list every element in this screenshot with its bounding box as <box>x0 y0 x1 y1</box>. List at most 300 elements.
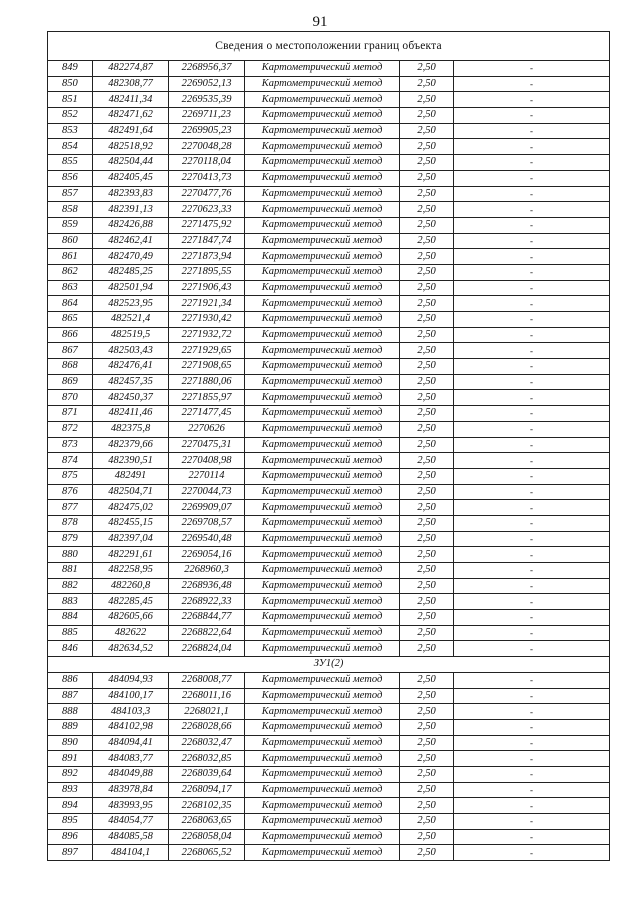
accuracy: 2,50 <box>400 312 454 328</box>
description: - <box>454 92 610 108</box>
coordinate-x: 482375,8 <box>93 421 169 437</box>
table-row <box>48 296 610 312</box>
table-row <box>48 453 610 469</box>
coordinate-y: 2270477,76 <box>169 186 245 202</box>
coordinate-x: 484103,3 <box>93 704 169 720</box>
table-row <box>48 766 610 782</box>
accuracy: 2,50 <box>400 484 454 500</box>
coordinate-x: 484094,93 <box>93 672 169 688</box>
table-row <box>48 406 610 422</box>
method: Картометрический метод <box>245 249 400 265</box>
accuracy: 2,50 <box>400 421 454 437</box>
boundary-coordinates-table <box>47 31 610 861</box>
table-row <box>48 735 610 751</box>
point-number: 878 <box>48 515 93 531</box>
description: - <box>454 766 610 782</box>
method: Картометрический метод <box>245 123 400 139</box>
method: Картометрический метод <box>245 76 400 92</box>
accuracy: 2,50 <box>400 798 454 814</box>
accuracy: 2,50 <box>400 688 454 704</box>
method: Картометрический метод <box>245 484 400 500</box>
coordinate-y: 2270044,73 <box>169 484 245 500</box>
method: Картометрический метод <box>245 704 400 720</box>
point-number: 894 <box>48 798 93 814</box>
coordinate-x: 482391,13 <box>93 202 169 218</box>
accuracy: 2,50 <box>400 563 454 579</box>
coordinate-x: 482390,51 <box>93 453 169 469</box>
table-row <box>48 327 610 343</box>
coordinate-y: 2271906,43 <box>169 280 245 296</box>
accuracy: 2,50 <box>400 578 454 594</box>
coordinate-y: 2268032,47 <box>169 735 245 751</box>
coordinate-x: 482450,37 <box>93 390 169 406</box>
coordinate-y: 2271908,65 <box>169 359 245 375</box>
table-row <box>48 92 610 108</box>
accuracy: 2,50 <box>400 233 454 249</box>
method: Картометрический метод <box>245 406 400 422</box>
coordinate-y: 2271873,94 <box>169 249 245 265</box>
table-row <box>48 343 610 359</box>
accuracy: 2,50 <box>400 500 454 516</box>
table-row <box>48 233 610 249</box>
method: Картометрический метод <box>245 61 400 77</box>
description: - <box>454 233 610 249</box>
point-number: 853 <box>48 123 93 139</box>
coordinate-y: 2271921,34 <box>169 296 245 312</box>
coordinate-x: 482504,44 <box>93 155 169 171</box>
coordinate-y: 2269711,23 <box>169 108 245 124</box>
method: Картометрический метод <box>245 672 400 688</box>
point-number: 864 <box>48 296 93 312</box>
accuracy: 2,50 <box>400 327 454 343</box>
coordinate-x: 484083,77 <box>93 751 169 767</box>
method: Картометрический метод <box>245 359 400 375</box>
description: - <box>454 421 610 437</box>
table-row <box>48 468 610 484</box>
method: Картометрический метод <box>245 719 400 735</box>
section-label: ЗУ1(2) <box>48 657 610 673</box>
table-row <box>48 814 610 830</box>
accuracy: 2,50 <box>400 186 454 202</box>
table-row <box>48 312 610 328</box>
accuracy: 2,50 <box>400 406 454 422</box>
coordinate-y: 2271930,42 <box>169 312 245 328</box>
point-number: 889 <box>48 719 93 735</box>
coordinate-y: 2270114 <box>169 468 245 484</box>
accuracy: 2,50 <box>400 719 454 735</box>
point-number: 876 <box>48 484 93 500</box>
point-number: 893 <box>48 782 93 798</box>
description: - <box>454 374 610 390</box>
description: - <box>454 264 610 280</box>
method: Картометрический метод <box>245 374 400 390</box>
coordinate-x: 482471,62 <box>93 108 169 124</box>
coordinate-x: 482503,43 <box>93 343 169 359</box>
method: Картометрический метод <box>245 515 400 531</box>
table-row <box>48 139 610 155</box>
table-row <box>48 782 610 798</box>
coordinate-x: 482258,95 <box>93 563 169 579</box>
accuracy: 2,50 <box>400 437 454 453</box>
coordinate-y: 2268922,33 <box>169 594 245 610</box>
coordinate-x: 482622 <box>93 625 169 641</box>
point-number: 882 <box>48 578 93 594</box>
description: - <box>454 359 610 375</box>
description: - <box>454 108 610 124</box>
description: - <box>454 468 610 484</box>
accuracy: 2,50 <box>400 814 454 830</box>
coordinate-x: 482291,61 <box>93 547 169 563</box>
accuracy: 2,50 <box>400 61 454 77</box>
point-number: 879 <box>48 531 93 547</box>
table-row <box>48 578 610 594</box>
table-row <box>48 437 610 453</box>
table-row <box>48 500 610 516</box>
accuracy: 2,50 <box>400 610 454 626</box>
point-number: 858 <box>48 202 93 218</box>
method: Картометрический метод <box>245 108 400 124</box>
coordinate-x: 482393,83 <box>93 186 169 202</box>
accuracy: 2,50 <box>400 641 454 657</box>
description: - <box>454 500 610 516</box>
method: Картометрический метод <box>245 814 400 830</box>
accuracy: 2,50 <box>400 453 454 469</box>
coordinate-y: 2270623,33 <box>169 202 245 218</box>
point-number: 846 <box>48 641 93 657</box>
coordinate-y: 2270048,28 <box>169 139 245 155</box>
coordinate-x: 484085,58 <box>93 829 169 845</box>
description: - <box>454 123 610 139</box>
coordinate-x: 482308,77 <box>93 76 169 92</box>
description: - <box>454 735 610 751</box>
coordinate-x: 482634,52 <box>93 641 169 657</box>
accuracy: 2,50 <box>400 139 454 155</box>
point-number: 875 <box>48 468 93 484</box>
accuracy: 2,50 <box>400 829 454 845</box>
point-number: 881 <box>48 563 93 579</box>
accuracy: 2,50 <box>400 468 454 484</box>
method: Картометрический метод <box>245 155 400 171</box>
coordinate-x: 482285,45 <box>93 594 169 610</box>
point-number: 887 <box>48 688 93 704</box>
accuracy: 2,50 <box>400 704 454 720</box>
point-number: 851 <box>48 92 93 108</box>
accuracy: 2,50 <box>400 531 454 547</box>
point-number: 877 <box>48 500 93 516</box>
method: Картометрический метод <box>245 264 400 280</box>
description: - <box>454 782 610 798</box>
page-number: 91 <box>312 14 328 30</box>
table-row <box>48 751 610 767</box>
coordinate-y: 2269052,13 <box>169 76 245 92</box>
point-number: 884 <box>48 610 93 626</box>
accuracy: 2,50 <box>400 264 454 280</box>
table-row <box>48 61 610 77</box>
description: - <box>454 719 610 735</box>
accuracy: 2,50 <box>400 672 454 688</box>
coordinate-y: 2268936,48 <box>169 578 245 594</box>
coordinate-y: 2269909,07 <box>169 500 245 516</box>
method: Картометрический метод <box>245 688 400 704</box>
description: - <box>454 814 610 830</box>
coordinate-y: 2271895,55 <box>169 264 245 280</box>
coordinate-x: 482523,95 <box>93 296 169 312</box>
description: - <box>454 845 610 861</box>
description: - <box>454 798 610 814</box>
table-row <box>48 610 610 626</box>
table-row <box>48 531 610 547</box>
description: - <box>454 170 610 186</box>
accuracy: 2,50 <box>400 217 454 233</box>
coordinate-x: 482518,92 <box>93 139 169 155</box>
point-number: 888 <box>48 704 93 720</box>
table-row <box>48 719 610 735</box>
description: - <box>454 563 610 579</box>
description: - <box>454 515 610 531</box>
coordinate-x: 482475,02 <box>93 500 169 516</box>
point-number: 880 <box>48 547 93 563</box>
coordinate-y: 2270118,04 <box>169 155 245 171</box>
accuracy: 2,50 <box>400 374 454 390</box>
coordinate-y: 2268065,52 <box>169 845 245 861</box>
coordinate-x: 484094,41 <box>93 735 169 751</box>
description: - <box>454 312 610 328</box>
description: - <box>454 437 610 453</box>
description: - <box>454 76 610 92</box>
coordinate-y: 2268011,16 <box>169 688 245 704</box>
description: - <box>454 531 610 547</box>
point-number: 885 <box>48 625 93 641</box>
coordinate-x: 482411,34 <box>93 92 169 108</box>
coordinate-y: 2271855,97 <box>169 390 245 406</box>
coordinate-y: 2270626 <box>169 421 245 437</box>
method: Картометрический метод <box>245 280 400 296</box>
coordinate-x: 484100,17 <box>93 688 169 704</box>
coordinate-x: 482519,5 <box>93 327 169 343</box>
point-number: 854 <box>48 139 93 155</box>
method: Картометрический метод <box>245 233 400 249</box>
method: Картометрический метод <box>245 766 400 782</box>
method: Картометрический метод <box>245 735 400 751</box>
point-number: 867 <box>48 343 93 359</box>
description: - <box>454 186 610 202</box>
method: Картометрический метод <box>245 312 400 328</box>
point-number: 886 <box>48 672 93 688</box>
coordinate-x: 482501,94 <box>93 280 169 296</box>
coordinate-x: 483993,95 <box>93 798 169 814</box>
method: Картометрический метод <box>245 547 400 563</box>
method: Картометрический метод <box>245 610 400 626</box>
table-row <box>48 249 610 265</box>
coordinate-y: 2268063,65 <box>169 814 245 830</box>
coordinate-y: 2271847,74 <box>169 233 245 249</box>
description: - <box>454 829 610 845</box>
description: - <box>454 217 610 233</box>
point-number: 895 <box>48 814 93 830</box>
method: Картометрический метод <box>245 531 400 547</box>
table-row <box>48 186 610 202</box>
description: - <box>454 390 610 406</box>
table-row <box>48 108 610 124</box>
coordinate-y: 2268058,04 <box>169 829 245 845</box>
description: - <box>454 406 610 422</box>
table-row <box>48 202 610 218</box>
description: - <box>454 343 610 359</box>
point-number: 852 <box>48 108 93 124</box>
accuracy: 2,50 <box>400 76 454 92</box>
description: - <box>454 296 610 312</box>
coordinate-x: 482274,87 <box>93 61 169 77</box>
point-number: 861 <box>48 249 93 265</box>
description: - <box>454 594 610 610</box>
coordinate-y: 2268028,66 <box>169 719 245 735</box>
point-number: 857 <box>48 186 93 202</box>
accuracy: 2,50 <box>400 751 454 767</box>
method: Картометрический метод <box>245 92 400 108</box>
table-row <box>48 217 610 233</box>
description: - <box>454 453 610 469</box>
description: - <box>454 484 610 500</box>
method: Картометрический метод <box>245 468 400 484</box>
coordinate-y: 2268956,37 <box>169 61 245 77</box>
coordinate-y: 2269905,23 <box>169 123 245 139</box>
table-row <box>48 625 610 641</box>
coordinate-y: 2268094,17 <box>169 782 245 798</box>
method: Картометрический метод <box>245 782 400 798</box>
coordinate-x: 482605,66 <box>93 610 169 626</box>
description: - <box>454 280 610 296</box>
table-row <box>48 547 610 563</box>
method: Картометрический метод <box>245 202 400 218</box>
point-number: 892 <box>48 766 93 782</box>
table-row <box>48 704 610 720</box>
accuracy: 2,50 <box>400 155 454 171</box>
coordinate-x: 482455,15 <box>93 515 169 531</box>
description: - <box>454 625 610 641</box>
coordinate-x: 482504,71 <box>93 484 169 500</box>
table-title: Сведения о местоположении границ объекта <box>48 32 610 61</box>
method: Картометрический метод <box>245 578 400 594</box>
table-row <box>48 170 610 186</box>
table-row <box>48 845 610 861</box>
coordinate-y: 2268032,85 <box>169 751 245 767</box>
description: - <box>454 547 610 563</box>
table-row <box>48 76 610 92</box>
table-row <box>48 421 610 437</box>
table-row <box>48 641 610 657</box>
coordinate-x: 483978,84 <box>93 782 169 798</box>
coordinate-y: 2269054,16 <box>169 547 245 563</box>
accuracy: 2,50 <box>400 766 454 782</box>
table-row <box>48 390 610 406</box>
coordinate-x: 482457,35 <box>93 374 169 390</box>
coordinate-y: 2271929,65 <box>169 343 245 359</box>
method: Картометрический метод <box>245 421 400 437</box>
coordinate-y: 2268021,1 <box>169 704 245 720</box>
method: Картометрический метод <box>245 186 400 202</box>
coordinate-y: 2271477,45 <box>169 406 245 422</box>
table-row <box>48 688 610 704</box>
table-row <box>48 280 610 296</box>
method: Картометрический метод <box>245 845 400 861</box>
coordinate-y: 2269708,57 <box>169 515 245 531</box>
description: - <box>454 751 610 767</box>
coordinate-y: 2268102,35 <box>169 798 245 814</box>
method: Картометрический метод <box>245 751 400 767</box>
accuracy: 2,50 <box>400 735 454 751</box>
description: - <box>454 155 610 171</box>
method: Картометрический метод <box>245 641 400 657</box>
method: Картометрический метод <box>245 625 400 641</box>
accuracy: 2,50 <box>400 515 454 531</box>
point-number: 871 <box>48 406 93 422</box>
point-number: 866 <box>48 327 93 343</box>
method: Картометрический метод <box>245 343 400 359</box>
point-number: 883 <box>48 594 93 610</box>
method: Картометрический метод <box>245 594 400 610</box>
point-number: 891 <box>48 751 93 767</box>
coordinate-y: 2268824,04 <box>169 641 245 657</box>
table-row <box>48 264 610 280</box>
accuracy: 2,50 <box>400 594 454 610</box>
title-row <box>48 32 610 61</box>
description: - <box>454 578 610 594</box>
point-number: 870 <box>48 390 93 406</box>
description: - <box>454 61 610 77</box>
method: Картометрический метод <box>245 327 400 343</box>
method: Картометрический метод <box>245 217 400 233</box>
description: - <box>454 641 610 657</box>
point-number: 859 <box>48 217 93 233</box>
table-row <box>48 359 610 375</box>
coordinate-x: 482397,04 <box>93 531 169 547</box>
accuracy: 2,50 <box>400 390 454 406</box>
coordinate-x: 482426,88 <box>93 217 169 233</box>
coordinate-y: 2271932,72 <box>169 327 245 343</box>
coordinate-y: 2271880,06 <box>169 374 245 390</box>
coordinates-sheet <box>47 31 609 861</box>
table-body <box>48 32 610 861</box>
accuracy: 2,50 <box>400 547 454 563</box>
point-number: 874 <box>48 453 93 469</box>
point-number: 849 <box>48 61 93 77</box>
coordinate-x: 482491,64 <box>93 123 169 139</box>
coordinate-y: 2270475,31 <box>169 437 245 453</box>
coordinate-y: 2268844,77 <box>169 610 245 626</box>
point-number: 856 <box>48 170 93 186</box>
description: - <box>454 672 610 688</box>
description: - <box>454 202 610 218</box>
coordinate-x: 484054,77 <box>93 814 169 830</box>
table-row <box>48 594 610 610</box>
coordinate-y: 2268822,64 <box>169 625 245 641</box>
method: Картометрический метод <box>245 500 400 516</box>
point-number: 890 <box>48 735 93 751</box>
coordinate-x: 484049,88 <box>93 766 169 782</box>
accuracy: 2,50 <box>400 170 454 186</box>
method: Картометрический метод <box>245 437 400 453</box>
coordinate-x: 482521,4 <box>93 312 169 328</box>
coordinate-x: 484104,1 <box>93 845 169 861</box>
coordinate-y: 2271475,92 <box>169 217 245 233</box>
coordinate-y: 2268960,3 <box>169 563 245 579</box>
coordinate-x: 482470,49 <box>93 249 169 265</box>
description: - <box>454 139 610 155</box>
accuracy: 2,50 <box>400 359 454 375</box>
table-row <box>48 374 610 390</box>
section-row <box>48 657 610 673</box>
table-row <box>48 123 610 139</box>
